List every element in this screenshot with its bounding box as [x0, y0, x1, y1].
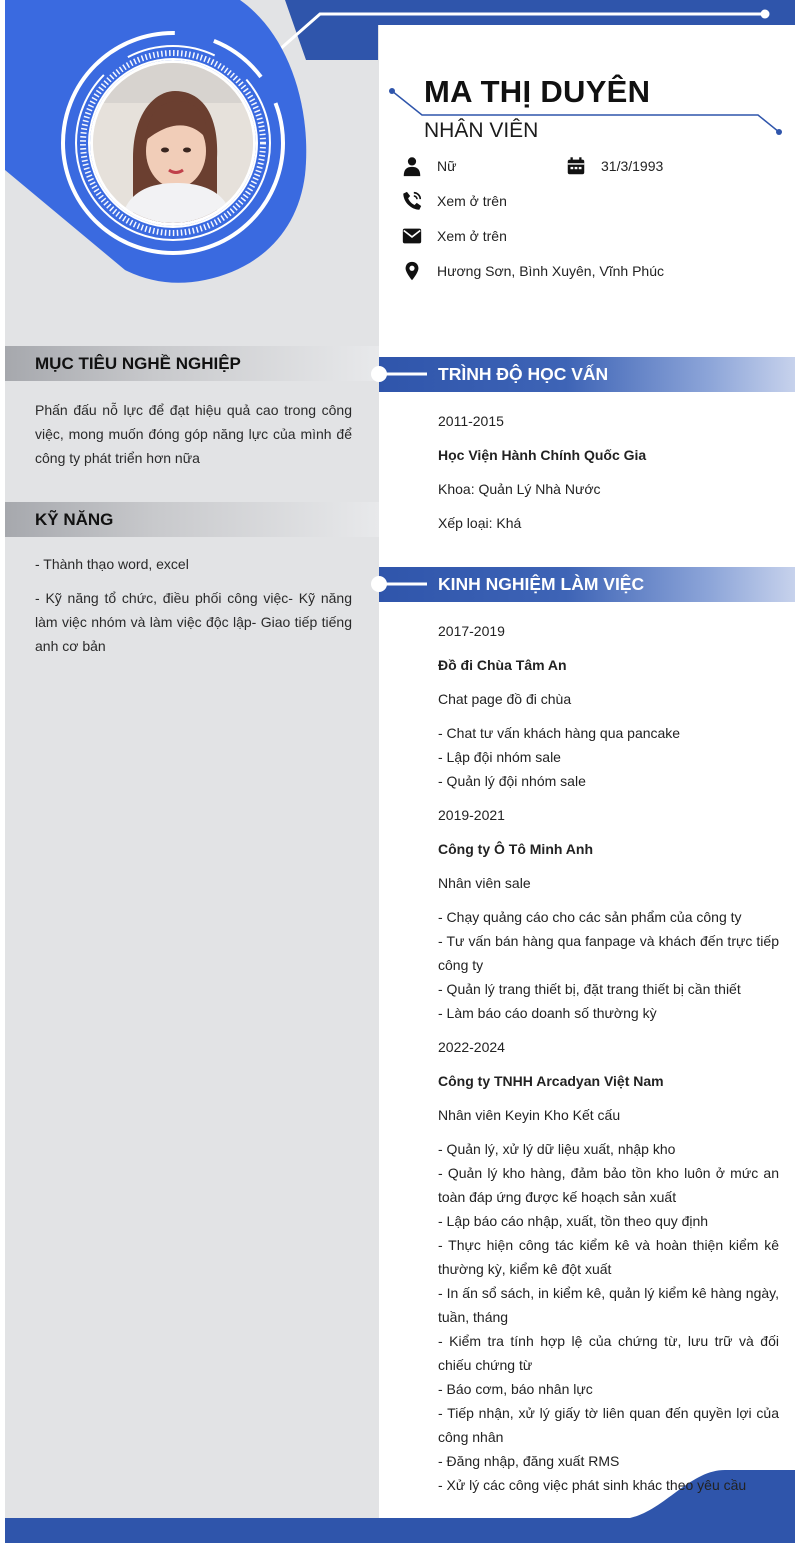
phone-value: Xem ở trên — [437, 193, 507, 209]
job-company: Công ty Ô Tô Minh Anh — [438, 841, 594, 857]
job-period: 2022-2024 — [438, 1039, 505, 1055]
email-value: Xem ở trên — [437, 228, 507, 244]
job-duty: - Báo cơm, báo nhân lực — [438, 1381, 593, 1397]
objective-paragraph: Phấn đấu nỗ lực để đạt hiệu quả cao trong công việc, mong muốn đóng góp năng lực của mình để công ty phát triển hơn nữa — [35, 402, 352, 466]
job-duty: - Quản lý trang thiết bị, đặt trang thiết bị cần thiết — [438, 981, 741, 997]
candidate-name: MA THỊ DUYÊN — [424, 74, 651, 109]
job-duty: - Lập đội nhóm sale — [438, 749, 561, 765]
job-company: Đồ đi Chùa Tâm An — [438, 657, 567, 673]
experience-heading: KINH NGHIỆM LÀM VIỆC — [438, 574, 645, 594]
job-duty: - Quản lý, xử lý dữ liệu xuất, nhập kho — [438, 1141, 676, 1157]
job-duty: - Thực hiện công tác kiểm kê và hoàn thiện kiểm kê thường kỳ, kiểm kê đột xuất — [438, 1237, 779, 1277]
address-value: Hương Sơn, Bình Xuyên, Vĩnh Phúc — [437, 263, 664, 279]
job-period: 2019-2021 — [438, 807, 505, 823]
birthday-value: 31/3/1993 — [601, 158, 664, 174]
job-duty: - Chạy quảng cáo cho các sản phẩm của công ty — [438, 909, 742, 925]
job-duty: - Quản lý kho hàng, đảm bảo tồn kho luôn ở mức an toàn đáp ứng được kế hoạch sản xuất — [438, 1165, 779, 1205]
job-duty: - In ấn sổ sách, in kiểm kê, quản lý kiểm kê hàng ngày, tuần, tháng — [438, 1285, 779, 1325]
job-duty: - Chat tư vấn khách hàng qua pancake — [438, 725, 681, 741]
education-period: 2011-2015 — [438, 413, 504, 429]
skill-item: - Thành thạo word, excel — [35, 556, 189, 572]
job-duty: - Kiểm tra tính hợp lệ của chứng từ, lưu trữ và đối chiếu chứng từ — [438, 1333, 779, 1373]
job-duty: - Đăng nhập, đăng xuất RMS — [438, 1453, 620, 1469]
job-duty: - Lập báo cáo nhập, xuất, tồn theo quy định — [438, 1213, 709, 1229]
job-company: Công ty TNHH Arcadyan Việt Nam — [438, 1073, 664, 1089]
education-heading: TRÌNH ĐỘ HỌC VẤN — [438, 364, 609, 384]
candidate-title: NHÂN VIÊN — [424, 119, 539, 142]
job-duty: - Làm báo cáo doanh số thường kỳ — [438, 1005, 657, 1021]
education-faculty: Khoa: Quản Lý Nhà Nước — [438, 481, 601, 497]
skill-item: - Kỹ năng tổ chức, điều phối công việc- Kỹ năng làm việc nhóm và làm việc độc lập- Giao tiếp tiếng anh cơ bản — [35, 590, 352, 654]
job-position: Chat page đồ đi chùa — [438, 691, 572, 707]
objective-heading: MỤC TIÊU NGHỀ NGHIỆP — [35, 354, 241, 373]
education-school: Học Viện Hành Chính Quốc Gia — [438, 447, 647, 463]
job-duty: - Tiếp nhận, xử lý giấy tờ liên quan đến quyền lợi của công nhân — [438, 1405, 779, 1445]
gender-value: Nữ — [437, 158, 457, 174]
job-duty: - Tư vấn bán hàng qua fanpage và khách đến trực tiếp công ty — [438, 933, 779, 973]
job-period: 2017-2019 — [438, 623, 505, 639]
skills-heading: KỸ NĂNG — [35, 510, 114, 529]
job-duty: - Quản lý đội nhóm sale — [438, 773, 586, 789]
education-grade: Xếp loại: Khá — [438, 515, 522, 531]
job-position: Nhân viên sale — [438, 875, 531, 891]
job-duty: - Xử lý các công việc phát sinh khác theo yêu cầu — [438, 1477, 747, 1493]
job-position: Nhân viên Keyin Kho Kết cấu — [438, 1107, 621, 1123]
